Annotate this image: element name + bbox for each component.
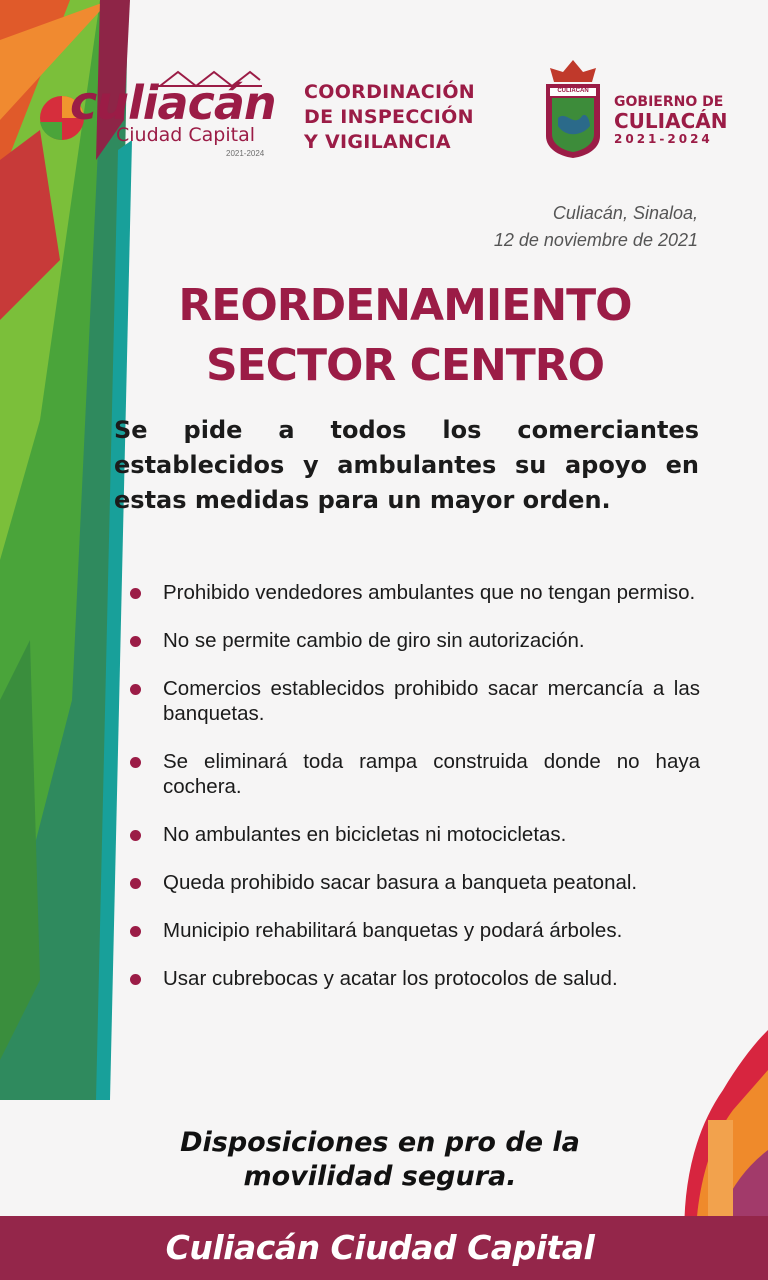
title-line-1: REORDENAMIENTO	[178, 280, 632, 331]
date-text: 12 de noviembre de 2021	[493, 230, 698, 250]
closing-statement	[110, 1126, 650, 1194]
list-item-text: Queda prohibido sacar basura a banqueta peatonal.	[163, 871, 638, 894]
footer-banner	[0, 1216, 768, 1280]
footer-text: Culiacán Ciudad Capital	[165, 1228, 595, 1267]
place-and-date	[494, 200, 698, 254]
list-item-text: Municipio rehabilitará banquetas y podará árboles.	[163, 919, 623, 942]
list-item	[128, 676, 700, 726]
city-logo-subtitle: Ciudad Capital	[116, 124, 256, 146]
list-item-text: Usar cubrebocas y acatar los protocolos de salud.	[163, 967, 618, 990]
measures-list	[128, 580, 700, 1014]
city-logo-years: 2021-2024	[226, 149, 265, 158]
coat-of-arms-label: CULIACÁN	[557, 88, 589, 94]
government-line-2: CULIACÁN	[614, 109, 728, 133]
bullet-icon	[130, 830, 141, 841]
list-item	[128, 628, 700, 653]
list-item	[128, 870, 700, 895]
list-item-text: No se permite cambio de giro sin autorización.	[163, 629, 585, 652]
bullet-icon	[130, 757, 141, 768]
list-item	[128, 749, 700, 799]
coordination-line-3: Y VIGILANCIA	[304, 131, 451, 153]
list-item-text: Prohibido vendedores ambulantes que no tengan permiso.	[163, 581, 696, 604]
government-line-1: GOBIERNO DE	[614, 94, 724, 110]
bullet-icon	[130, 636, 141, 647]
culiacan-city-logo	[40, 68, 280, 168]
city-logo-word: culiacán	[70, 76, 276, 130]
government-years: 2021-2024	[614, 132, 713, 146]
coordination-line-2: DE INSPECCIÓN	[304, 106, 474, 128]
coordination-line-1: COORDINACIÓN	[304, 81, 475, 103]
list-item-text: Se eliminará toda rampa construida donde no haya cochera.	[163, 750, 700, 798]
bullet-icon	[130, 684, 141, 695]
list-item	[128, 580, 700, 605]
closing-line-1: Disposiciones en pro de la	[180, 1127, 580, 1158]
intro-text: Se pide a todos los comerciantes establecidos y ambulantes su apoyo en estas medidas para un mayor orden.	[114, 416, 699, 514]
page-title	[110, 276, 700, 396]
list-item	[128, 966, 700, 991]
list-item-text: No ambulantes en bicicletas ni motocicletas.	[163, 823, 567, 846]
list-item	[128, 918, 700, 943]
bullet-icon	[130, 974, 141, 985]
culiacan-coat-of-arms-icon	[538, 58, 608, 160]
coordination-title	[304, 80, 475, 155]
bullet-icon	[130, 926, 141, 937]
list-item-text: Comercios establecidos prohibido sacar mercancía a las banquetas.	[163, 677, 700, 725]
bullet-icon	[130, 588, 141, 599]
list-item	[128, 822, 700, 847]
government-logo	[614, 94, 727, 146]
place-text: Culiacán, Sinaloa,	[552, 203, 698, 223]
title-line-2: SECTOR CENTRO	[205, 340, 605, 391]
bullet-icon	[130, 878, 141, 889]
closing-line-2: movilidad segura.	[243, 1161, 517, 1192]
